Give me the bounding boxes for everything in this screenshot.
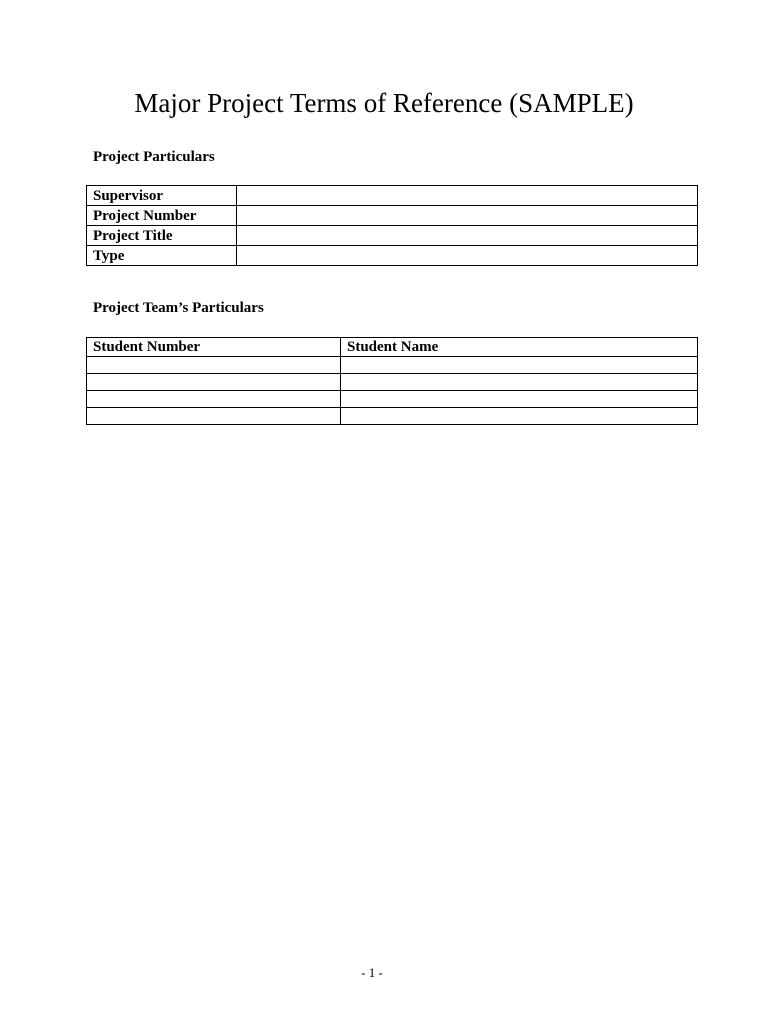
team-particulars-heading: Project Team’s Particulars: [93, 300, 264, 316]
table-row: [87, 186, 698, 206]
project-title-label: Project Title: [87, 226, 237, 246]
student-name-header: Student Name: [341, 338, 698, 357]
type-label: Type: [87, 246, 237, 266]
table-row: [87, 357, 698, 374]
student-name-cell[interactable]: [341, 391, 698, 408]
table-row: [87, 374, 698, 391]
team-particulars-table: [86, 337, 698, 425]
student-number-cell[interactable]: [87, 391, 341, 408]
project-particulars-table: [86, 185, 698, 266]
table-row: [87, 246, 698, 266]
supervisor-field[interactable]: [237, 186, 698, 206]
student-name-cell[interactable]: [341, 374, 698, 391]
student-name-cell[interactable]: [341, 357, 698, 374]
project-particulars-heading: Project Particulars: [93, 149, 215, 165]
student-number-header: Student Number: [87, 338, 341, 357]
student-name-cell[interactable]: [341, 408, 698, 425]
project-title-field[interactable]: [237, 226, 698, 246]
student-number-cell[interactable]: [87, 374, 341, 391]
supervisor-label: Supervisor: [87, 186, 237, 206]
student-number-cell[interactable]: [87, 408, 341, 425]
table-row: [87, 226, 698, 246]
project-number-label: Project Number: [87, 206, 237, 226]
page-number: - 1 -: [361, 965, 383, 980]
student-number-cell[interactable]: [87, 357, 341, 374]
project-number-field[interactable]: [237, 206, 698, 226]
type-field[interactable]: [237, 246, 698, 266]
page-title: Major Project Terms of Reference (SAMPLE): [134, 88, 634, 118]
table-row: [87, 391, 698, 408]
table-header-row: [87, 338, 698, 357]
table-row: [87, 206, 698, 226]
table-row: [87, 408, 698, 425]
